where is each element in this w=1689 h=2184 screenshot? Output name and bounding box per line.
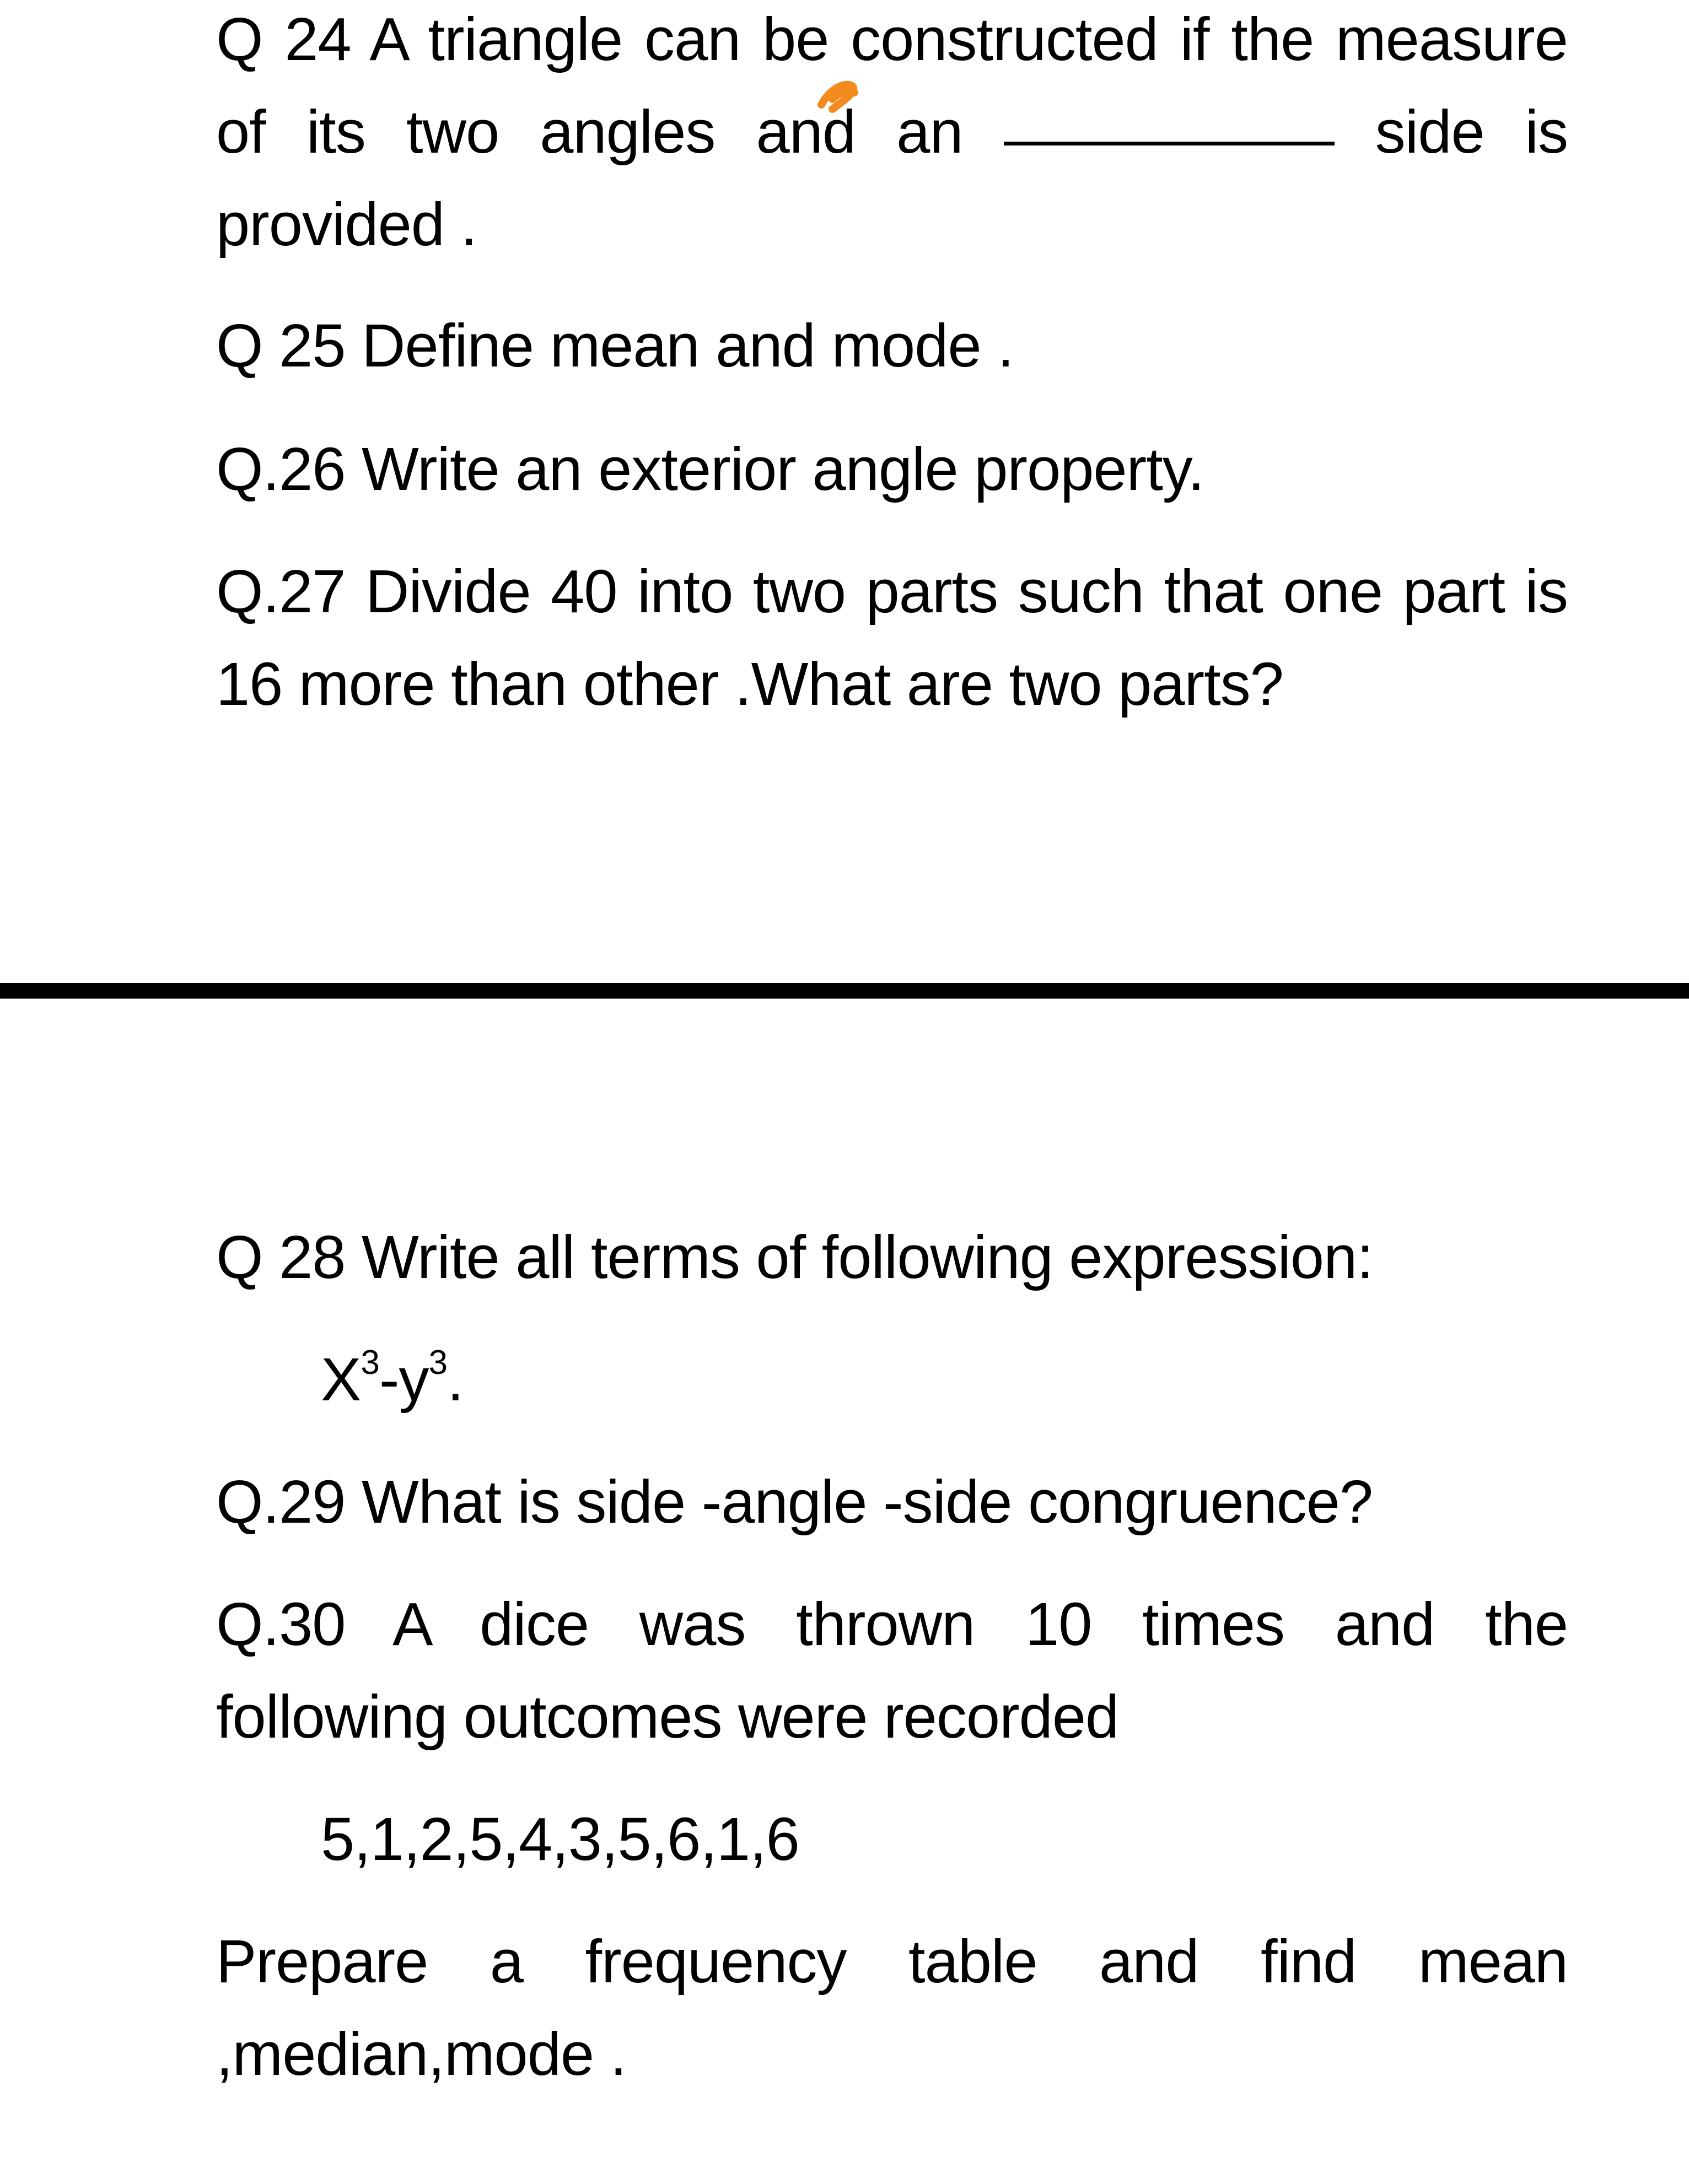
q24-word: two [406, 98, 499, 166]
q24-word: side [1375, 98, 1484, 166]
expr-mid: -y [379, 1346, 429, 1414]
expr-exponent: 3 [361, 1344, 379, 1382]
q30-line4: ,median,mode . [216, 2020, 627, 2088]
q24-word: its [306, 98, 365, 166]
pen-scribble-icon [814, 76, 863, 120]
q24-word: an [896, 98, 963, 166]
expr-end: . [447, 1346, 464, 1414]
q30-line2: following outcomes were recorded [216, 1683, 1119, 1751]
q29-text: Q.29 What is side -angle -side congruence? [216, 1468, 1373, 1536]
q26-text: Q.26 Write an exterior angle property. [216, 435, 1204, 503]
q24-line3: provided . [216, 191, 477, 258]
q27-line1: Q.27 Divide 40 into two parts such that one part is [216, 558, 1568, 625]
q24-word: of [216, 98, 266, 166]
q28-text: Q 28 Write all terms of following expression: [216, 1223, 1373, 1291]
q25-text: Q 25 Define mean and mode . [216, 312, 1014, 380]
page-divider [0, 983, 1689, 999]
q27-line2: 16 more than other .What are two parts? [216, 650, 1283, 718]
q30-line1: Q.30 A dice was thrown 10 times and the [216, 1590, 1568, 1658]
q24-line2 [216, 86, 1568, 179]
q24-word: angles [540, 98, 716, 166]
fill-in-blank [1004, 137, 1335, 145]
q24-word: is [1525, 98, 1568, 166]
q24-word: and [756, 98, 856, 166]
q30-line3: Prepare a frequency table and find mean [216, 1928, 1568, 1996]
q30-outcomes: 5,1,2,5,4,3,5,6,1,6 [321, 1805, 799, 1873]
expr-exponent: 3 [428, 1344, 447, 1382]
q28-expression [321, 1334, 1093, 1426]
q24-line1: Q 24 A triangle can be constructed if the measure [216, 6, 1568, 73]
expr-base: X [321, 1346, 361, 1414]
